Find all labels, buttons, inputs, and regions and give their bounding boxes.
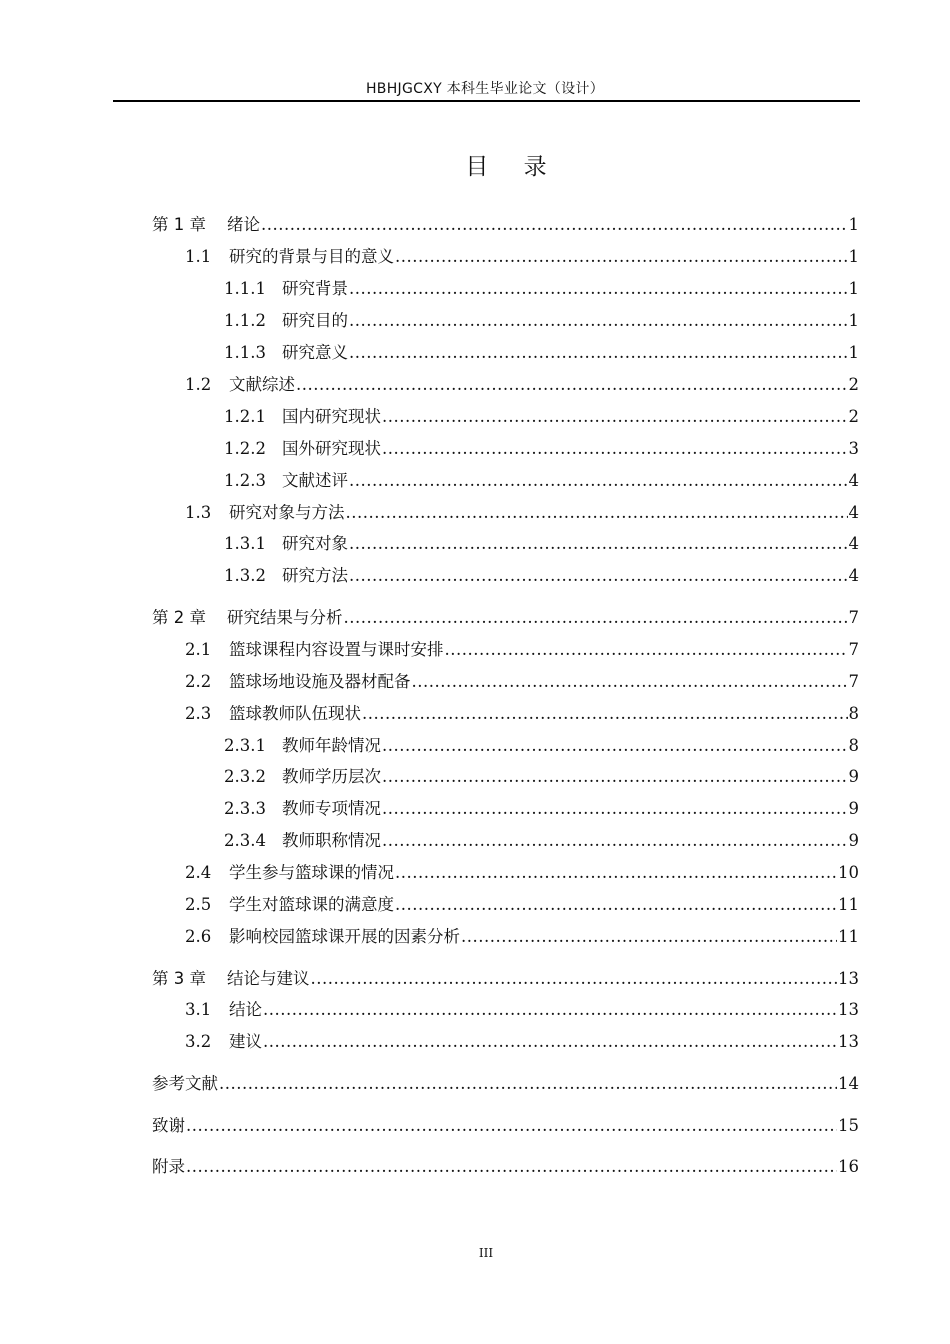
toc-entry-title: 研究方法 [282,566,348,585]
toc-entry-page: 10 [838,863,859,882]
toc-entry-title: 绪论 [227,215,260,234]
toc-entry-number: 第 3 章 [152,969,206,988]
toc-entry-number: 1.1.1 [224,279,266,298]
dot-leader [382,437,848,461]
toc-entry[interactable] [0,765,950,789]
toc-entry-title: 篮球课程内容设置与课时安排 [229,640,444,659]
toc-entry-title: 国外研究现状 [282,439,381,458]
toc-entry-number: 1.3.1 [224,534,266,553]
toc-entry-title: 参考文献 [152,1074,218,1093]
toc-entry[interactable] [0,967,950,991]
toc-entry-title: 致谢 [152,1116,185,1135]
toc-entry-page: 16 [838,1157,859,1176]
dot-leader [395,245,848,269]
toc-entry[interactable] [0,213,950,237]
dot-leader [349,277,848,301]
toc-entry-number: 第 1 章 [152,215,206,234]
toc-entry-page: 11 [838,895,859,914]
toc-entry-title: 篮球教师队伍现状 [229,704,361,723]
toc-entry[interactable] [0,277,950,301]
toc-entry[interactable] [0,1114,950,1138]
dot-leader [362,702,848,726]
toc-entry-page: 1 [848,343,859,362]
toc-entry-number: 1.1.3 [224,343,266,362]
dot-leader [382,765,848,789]
toc-entry-number: 2.5 [185,895,212,914]
toc-entry-page: 4 [848,471,859,490]
toc-entry[interactable] [0,797,950,821]
toc-entry-title: 研究对象 [282,534,348,553]
toc-entry-title: 教师年龄情况 [282,736,381,755]
toc-entry-title: 研究结果与分析 [227,608,343,627]
dot-leader [412,670,848,694]
toc-entry[interactable] [0,341,950,365]
toc-entry-number: 2.3.2 [224,767,266,786]
toc-entry[interactable] [0,245,950,269]
toc-entry-page: 14 [838,1074,859,1093]
dot-leader [382,829,848,853]
dot-leader [344,606,848,630]
header-divider [113,100,860,102]
toc-entry[interactable] [0,532,950,556]
toc-entry-page: 1 [848,279,859,298]
toc-entry-number: 1.2.2 [224,439,266,458]
toc-entry[interactable] [0,309,950,333]
toc-entry-number: 1.2.3 [224,471,266,490]
page-header: HBHJGCXY 本科生毕业论文（设计） [365,81,604,97]
dot-leader [461,925,837,949]
dot-leader [263,1030,837,1054]
dot-leader [382,405,848,429]
toc-entry-page: 1 [848,247,859,266]
toc-entry-number: 1.1.2 [224,311,266,330]
toc-entry-page: 8 [848,704,859,723]
toc-entry-page: 2 [848,375,859,394]
toc-entry-page: 9 [848,799,859,818]
toc-entry-page: 4 [848,534,859,553]
dot-leader [219,1072,837,1096]
toc-entry-page: 4 [848,503,859,522]
toc-entry-page: 1 [848,215,859,234]
toc-entry-number: 1.3.2 [224,566,266,585]
toc-entry-page: 15 [838,1116,859,1135]
dot-leader [395,861,837,885]
toc-entry-title: 结论与建议 [227,969,310,988]
toc-entry-title: 国内研究现状 [282,407,381,426]
toc-entry-number: 1.3 [185,503,212,522]
toc-entry-title: 文献述评 [282,471,348,490]
toc-entry-number: 2.4 [185,863,212,882]
toc-entry-title: 学生参与篮球课的情况 [229,863,394,882]
dot-leader [186,1155,837,1179]
toc-entry[interactable] [0,734,950,758]
dot-leader [296,373,848,397]
toc-entry[interactable] [0,829,950,853]
toc-entry-title: 篮球场地设施及器材配备 [229,672,411,691]
toc-entry-title: 研究背景 [282,279,348,298]
toc-entry-page: 8 [848,736,859,755]
toc-entry[interactable] [0,373,950,397]
toc-entry[interactable] [0,998,950,1022]
toc-entry-title: 研究意义 [282,343,348,362]
toc-entry-title: 研究对象与方法 [229,503,345,522]
toc-entry-page: 1 [848,311,859,330]
toc-entry-title: 学生对篮球课的满意度 [229,895,394,914]
dot-leader [186,1114,837,1138]
toc-entry-number: 2.2 [185,672,212,691]
toc-entry-number: 1.2.1 [224,407,266,426]
dot-leader [445,638,848,662]
toc-entry[interactable] [0,405,950,429]
toc-entry-number: 1.1 [185,247,212,266]
toc-entry-title: 影响校园篮球课开展的因素分析 [229,927,460,946]
toc-entry[interactable] [0,606,950,630]
toc-entry-number: 1.2 [185,375,212,394]
toc-entry-number: 2.3.4 [224,831,266,850]
toc-entry-number: 2.1 [185,640,212,659]
toc-entry-page: 13 [838,1000,859,1019]
page-number: III [478,1246,494,1260]
dot-leader [395,893,837,917]
toc-entry-number: 2.6 [185,927,212,946]
toc-entry-number: 2.3.1 [224,736,266,755]
dot-leader [349,309,848,333]
dot-leader [349,532,848,556]
toc-entry[interactable] [0,861,950,885]
toc-entry-number: 2.3 [185,704,212,723]
toc-entry-number: 2.3.3 [224,799,266,818]
toc-entry-page: 9 [848,767,859,786]
dot-leader [311,967,838,991]
toc-entry-title: 结论 [229,1000,262,1019]
toc-entry-page: 11 [838,927,859,946]
toc-entry-title: 教师学历层次 [282,767,381,786]
toc-title: 目 录 [465,154,547,180]
toc-entry-page: 7 [848,640,859,659]
toc-entry-page: 9 [848,831,859,850]
toc-entry-page: 2 [848,407,859,426]
toc-entry[interactable] [0,702,950,726]
toc-entry-title: 教师专项情况 [282,799,381,818]
dot-leader [382,734,848,758]
dot-leader [263,998,837,1022]
toc-entry-page: 13 [838,969,859,988]
dot-leader [382,797,848,821]
dot-leader [349,469,848,493]
toc-entry-title: 教师职称情况 [282,831,381,850]
toc-entry-number: 第 2 章 [152,608,206,627]
toc-entry[interactable] [0,469,950,493]
toc-entry[interactable] [0,564,950,588]
toc-entry-page: 4 [848,566,859,585]
toc-entry-title: 研究的背景与目的意义 [229,247,394,266]
toc-entry[interactable] [0,1030,950,1054]
toc-entry[interactable] [0,1155,950,1179]
toc-entry-title: 文献综述 [229,375,295,394]
toc-entry-title: 建议 [229,1032,262,1051]
toc-entry-title: 附录 [152,1157,185,1176]
toc-entry[interactable] [0,670,950,694]
dot-leader [346,501,848,525]
toc-entry[interactable] [0,638,950,662]
toc-entry[interactable] [0,1072,950,1096]
toc-entry-title: 研究目的 [282,311,348,330]
toc-entry-page: 7 [848,608,859,627]
toc-entry-page: 7 [848,672,859,691]
dot-leader [349,341,848,365]
toc-entry[interactable] [0,893,950,917]
toc-entry-page: 13 [838,1032,859,1051]
toc-entry[interactable] [0,437,950,461]
toc-entry[interactable] [0,925,950,949]
toc-entry-number: 3.1 [185,1000,212,1019]
dot-leader [261,213,848,237]
toc-entry-page: 3 [848,439,859,458]
toc-entry-number: 3.2 [185,1032,212,1051]
dot-leader [349,564,848,588]
toc-entry[interactable] [0,501,950,525]
